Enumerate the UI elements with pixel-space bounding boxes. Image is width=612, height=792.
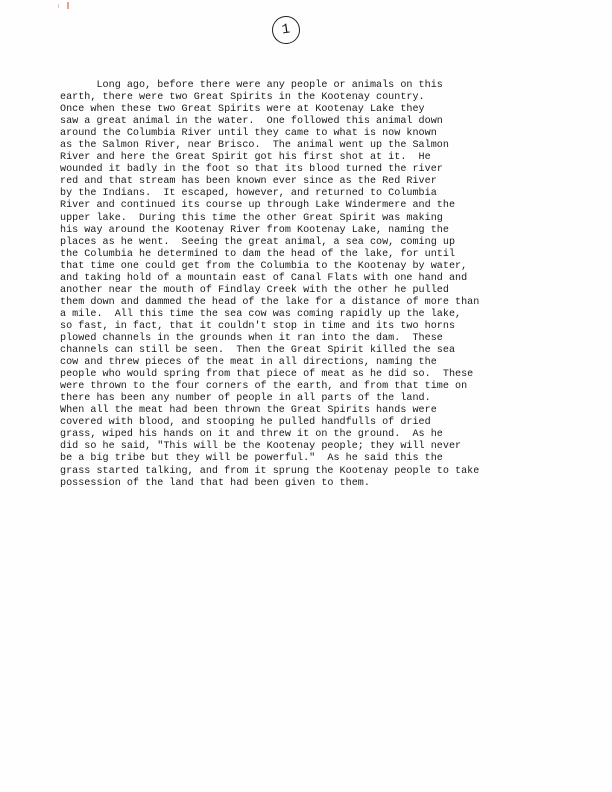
- text-line: and taking hold of a mountain east of Canal Flats with one hand and: [60, 272, 468, 284]
- text-line: River and here the Great Spirit got his first shot at it. He: [60, 152, 431, 164]
- text-line: plowed channels in the grounds when it ran into the dam. These: [60, 332, 443, 344]
- text-line: did so he said, "This will be the Kootenay people; they will never: [60, 441, 462, 453]
- corner-ink-mark: [67, 2, 69, 9]
- legend-paragraph: [60, 80, 580, 490]
- text-line: upper lake. During this time the other Great Spirit was making: [60, 212, 443, 224]
- text-line: earth, there were two Great Spirits in the Kootenay country.: [60, 92, 425, 104]
- text-line: saw a great animal in the water. One followed this animal down: [60, 116, 443, 128]
- text-line: by the Indians. It escaped, however, and returned to Columbia: [60, 188, 437, 200]
- text-line: his way around the Kootenay River from Kootenay Lake, naming the: [60, 224, 449, 236]
- corner-ink-mark-small: [58, 4, 59, 8]
- text-line: be a big tribe but they will be powerful." As he said this the: [60, 453, 443, 465]
- text-line: River and continued its course up through Lake Windermere and the: [60, 200, 456, 212]
- text-line: grass, wiped his hands on it and threw it on the ground. As he: [60, 429, 443, 441]
- text-line: the Columbia he determined to dam the head of the lake, for until: [60, 248, 456, 260]
- text-line: grass started talking, and from it sprung the Kootenay people to take: [60, 465, 480, 477]
- text-line: covered with blood, and stooping he pulled handfulls of dried: [60, 417, 431, 429]
- text-line: When all the meat had been thrown the Great Spirits hands were: [60, 405, 437, 417]
- text-line: there has been any number of people in all parts of the land.: [60, 393, 431, 405]
- text-line: so fast, in fact, that it couldn't stop in time and its two horns: [60, 320, 456, 332]
- text-line: another near the mouth of Findlay Creek with the other he pulled: [60, 284, 449, 296]
- text-line: channels can still be seen. Then the Great Spirit killed the sea: [60, 345, 456, 357]
- text-line: them down and dammed the head of the lake for a distance of more than: [60, 296, 480, 308]
- text-line: as the Salmon River, near Brisco. The animal went up the Salmon: [60, 140, 449, 152]
- text-line: Once when these two Great Spirits were at Kootenay Lake they: [60, 104, 425, 116]
- text-line: were thrown to the four corners of the earth, and from that time on: [60, 381, 468, 393]
- text-line: possession of the land that had been given to them.: [60, 477, 370, 489]
- text-line: around the Columbia River until they came to what is now known: [60, 128, 437, 140]
- text-line: that time one could get from the Columbia to the Kootenay by water,: [60, 260, 468, 272]
- text-line: places as he went. Seeing the great animal, a sea cow, coming up: [60, 236, 456, 248]
- text-line: wounded it badly in the foot so that its blood turned the river: [60, 164, 443, 176]
- text-line: people who would spring from that piece of meat as he did so. These: [60, 369, 474, 381]
- text-line: cow and threw pieces of the meat in all directions, naming the: [60, 357, 437, 369]
- text-line: red and that stream has been known ever since as the Red River: [60, 176, 437, 188]
- text-line: a mile. All this time the sea cow was coming rapidly up the lake,: [60, 308, 462, 320]
- page-number: 1: [270, 14, 302, 46]
- text-line: Long ago, before there were any people or animals on this: [60, 80, 443, 91]
